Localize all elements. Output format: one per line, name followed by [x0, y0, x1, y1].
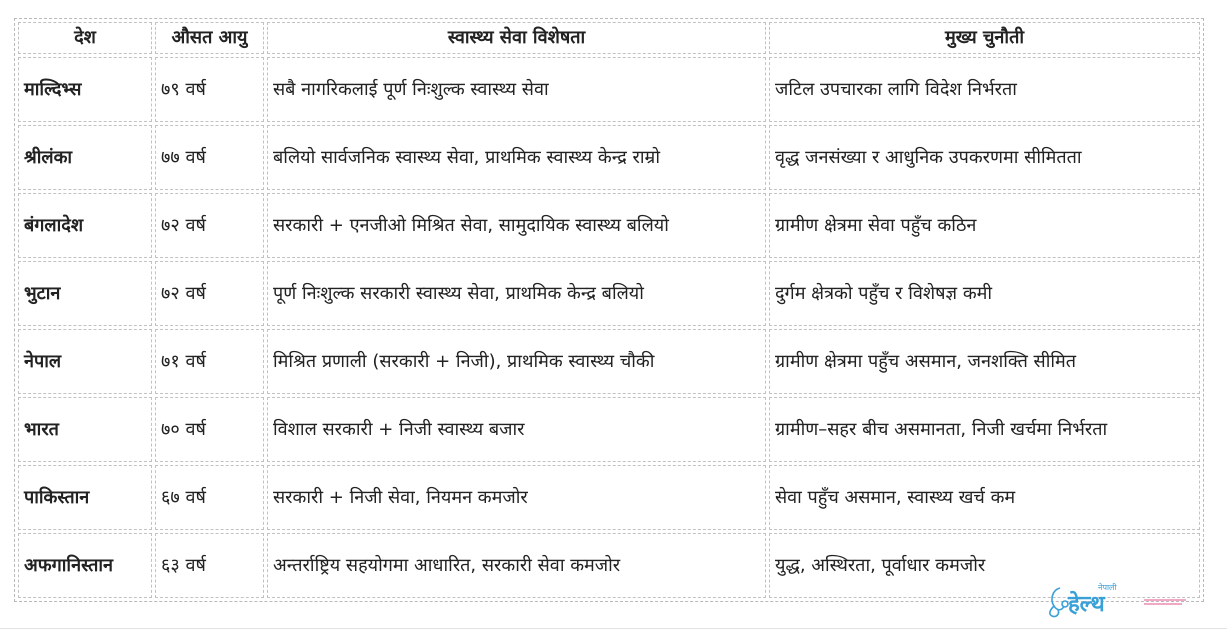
cell-main-challenge: जटिल उपचारका लागि विदेश निर्भरता — [769, 57, 1200, 122]
cell-health-feature: सरकारी + निजी सेवा, नियमन कमजोर — [267, 465, 766, 530]
logo-small-text: नेपाली — [1098, 583, 1117, 592]
health-comparison-table — [14, 18, 1204, 602]
cell-life-expectancy: ७१ वर्ष — [155, 329, 264, 394]
cell-health-feature: बलियो सार्वजनिक स्वास्थ्य सेवा, प्राथमिक स्वास्थ्य केन्द्र राम्रो — [267, 125, 766, 190]
page-divider — [0, 628, 1227, 629]
cell-country: माल्दिभ्स — [18, 57, 152, 122]
table-row — [18, 125, 1200, 190]
cell-health-feature: पूर्ण निःशुल्क सरकारी स्वास्थ्य सेवा, प्राथमिक केन्द्र बलियो — [267, 261, 766, 326]
cell-health-feature: मिश्रित प्रणाली (सरकारी + निजी), प्राथमिक स्वास्थ्य चौकी — [267, 329, 766, 394]
cell-main-challenge: ग्रामीण क्षेत्रमा सेवा पहुँच कठिन — [769, 193, 1200, 258]
cell-health-feature: सरकारी + एनजीओ मिश्रित सेवा, सामुदायिक स्वास्थ्य बलियो — [267, 193, 766, 258]
cell-country: अफगानिस्तान — [18, 533, 152, 598]
cell-life-expectancy: ७७ वर्ष — [155, 125, 264, 190]
table-row — [18, 533, 1200, 598]
cell-main-challenge: ग्रामीण क्षेत्रमा पहुँच असमान, जनशक्ति सीमित — [769, 329, 1200, 394]
nepali-health-logo — [1046, 580, 1196, 620]
cell-main-challenge: दुर्गम क्षेत्रको पहुँच र विशेषज्ञ कमी — [769, 261, 1200, 326]
logo-main-text: हेल्थ — [1068, 592, 1105, 617]
header-life-expectancy: औसत आयु — [155, 22, 264, 54]
cell-country: नेपाल — [18, 329, 152, 394]
stethoscope-icon — [1050, 588, 1068, 617]
cell-main-challenge: युद्ध, अस्थिरता, पूर्वाधार कमजोर — [769, 533, 1200, 598]
cell-life-expectancy: ६७ वर्ष — [155, 465, 264, 530]
table-header-row — [18, 22, 1200, 54]
header-health-feature: स्वास्थ्य सेवा विशेषता — [267, 22, 766, 54]
cell-health-feature: अन्तर्राष्ट्रिय सहयोगमा आधारित, सरकारी सेवा कमजोर — [267, 533, 766, 598]
logo-tagline-lines — [1144, 600, 1186, 604]
cell-main-challenge: सेवा पहुँच असमान, स्वास्थ्य खर्च कम — [769, 465, 1200, 530]
cell-country: श्रीलंका — [18, 125, 152, 190]
cell-main-challenge: वृद्ध जनसंख्या र आधुनिक उपकरणमा सीमितता — [769, 125, 1200, 190]
cell-main-challenge: ग्रामीण–सहर बीच असमानता, निजी खर्चमा निर्भरता — [769, 397, 1200, 462]
cell-health-feature: सबै नागरिकलाई पूर्ण निःशुल्क स्वास्थ्य सेवा — [267, 57, 766, 122]
cell-country: भुटान — [18, 261, 152, 326]
cell-life-expectancy: ६३ वर्ष — [155, 533, 264, 598]
cell-country: पाकिस्तान — [18, 465, 152, 530]
cell-life-expectancy: ७२ वर्ष — [155, 193, 264, 258]
table-row — [18, 465, 1200, 530]
header-country: देश — [18, 22, 152, 54]
cell-country: भारत — [18, 397, 152, 462]
table-row — [18, 397, 1200, 462]
table-row — [18, 57, 1200, 122]
cell-health-feature: विशाल सरकारी + निजी स्वास्थ्य बजार — [267, 397, 766, 462]
table-row — [18, 261, 1200, 326]
cell-life-expectancy: ७२ वर्ष — [155, 261, 264, 326]
cell-country: बंगलादेश — [18, 193, 152, 258]
table-row — [18, 329, 1200, 394]
cell-life-expectancy: ७९ वर्ष — [155, 57, 264, 122]
cell-life-expectancy: ७० वर्ष — [155, 397, 264, 462]
table-row — [18, 193, 1200, 258]
header-main-challenge: मुख्य चुनौती — [769, 22, 1200, 54]
